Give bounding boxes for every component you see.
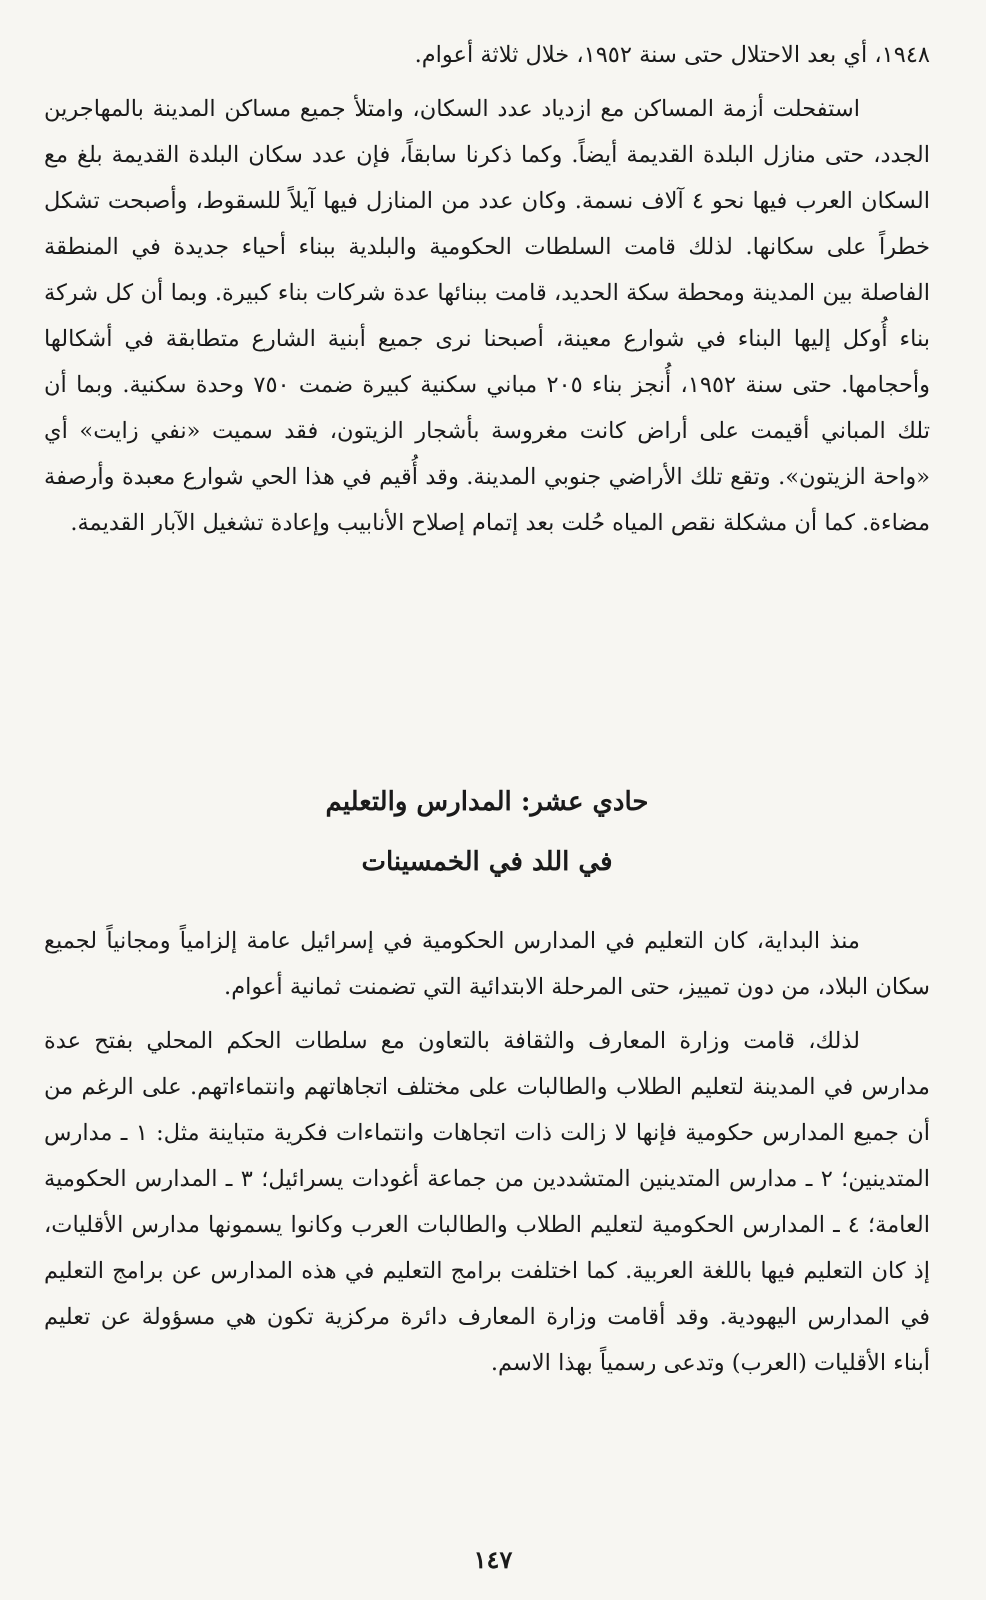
paragraph-schools: لذلك، قامت وزارة المعارف والثقافة بالتعاون مع سلطات الحكم المحلي بفتح عدة مدارس في المدينة لتعليم الطلاب والطالبات على مختلف اتجاهاتهم وانتماءاتهم. على الرغم من أن جميع المدارس حكومية فإنها لا زالت ذات اتجاهات وانتماءات فكرية متباينة مثل: ١ ـ مدارس المتدينين؛ ٢ ـ مدارس المتدينين المتشددين من جماعة أغودات يسرائيل؛ ٣ ـ المدارس الحكومية العامة؛ ٤ ـ المدارس الحكومية لتعليم الطلاب والطالبات العرب وكانوا يسمونها مدارس الأقليات، إذ كان التعليم فيها باللغة العربية. كما اختلفت برامج التعليم في هذه المدارس عن برامج التعليم في المدارس اليهودية. وقد أقامت وزارة المعارف دائرة مركزية تكون هي مسؤولة عن تعليم أبناء الأقليات (العرب) وتدعى رسمياً بهذا الاسم. bbox=[44, 1028, 931, 1376]
page-number: ١٤٧ bbox=[473, 1545, 513, 1574]
top-section bbox=[44, 32, 930, 720]
heading-line-2: في اللد في الخمسينات bbox=[361, 847, 613, 877]
paragraph-housing: استفحلت أزمة المساكن مع ازدياد عدد السكان، وامتلأ جميع مساكن المدينة بالمهاجرين الجدد، حتى منازل البلدة القديمة أيضاً. وكما ذكرنا سابقاً، فإن عدد سكان البلدة القديمة بلغ مع السكان العرب فيها نحو ٤ آلاف نسمة. وكان عدد من المنازل فيها آيلاً للسقوط، وأصبحت تشكل خطراً على سكانها. لذلك قامت السلطات الحكومية والبلدية ببناء أحياء جديدة في المنطقة الفاصلة بين المدينة ومحطة سكة الحديد، قامت ببنائها عدة شركات بناء كبيرة. وبما أن كل شركة بناء أُوكل إليها البناء في شوارع معينة، أصبحنا نرى جميع أبنية الشارع متطابقة في أشكالها وأحجامها. حتى سنة ١٩٥٢، أُنجز بناء ٢٠٥ مباني سكنية كبيرة ضمت ٧٥٠ وحدة سكنية. وبما أن تلك المباني أقيمت على أراض كانت مغروسة بأشجار الزيتون، فقد سميت «نفي زايت» أي «واحة الزيتون». وتقع تلك الأراضي جنوبي المدينة. وقد أُقيم في هذا الحي شوارع معبدة وأرصفة مضاءة. كما أن مشكلة نقص المياه حُلت بعد إتمام إصلاح الأنابيب وإعادة تشغيل الآبار القديمة. bbox=[44, 96, 930, 536]
section-heading bbox=[44, 772, 930, 892]
paragraph-education-intro: منذ البداية، كان التعليم في المدارس الحكومية في إسرائيل عامة إلزامياً ومجانياً لجميع سكان البلاد، من دون تمييز، حتى المرحلة الابتدائية التي تضمنت ثمانية أعوام. bbox=[44, 928, 930, 1000]
bottom-section bbox=[44, 918, 930, 1386]
heading-line-1: حادي عشر: المدارس والتعليم bbox=[325, 787, 649, 817]
paragraph-continuation: ١٩٤٨، أي بعد الاحتلال حتى سنة ١٩٥٢، خلال ثلاثة أعوام. bbox=[414, 42, 930, 68]
